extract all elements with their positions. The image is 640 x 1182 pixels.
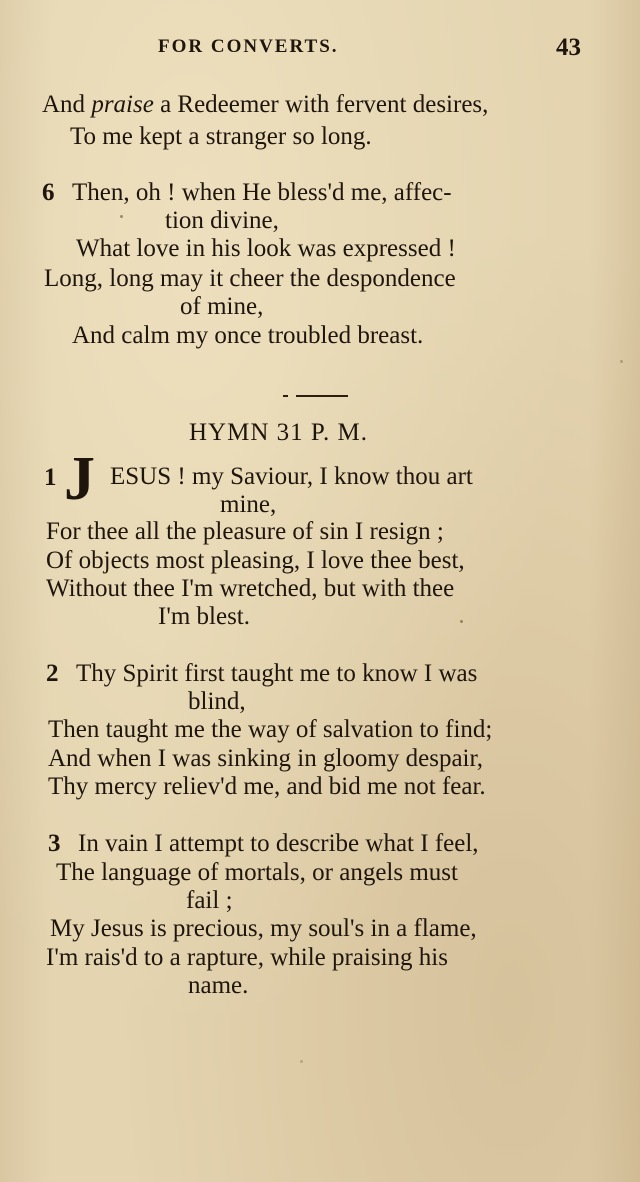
- verse-line: And praise a Redeemer with fervent desires,: [42, 91, 489, 118]
- verse-line: fail ;: [186, 887, 233, 914]
- verse-line: I'm blest.: [158, 603, 250, 630]
- verse-line: For thee all the pleasure of sin I resign ;: [46, 518, 444, 545]
- paper-speck: [120, 215, 123, 218]
- verse-line: blind,: [188, 688, 246, 715]
- verse-line: In vain I attempt to describe what I feel,: [78, 830, 479, 857]
- page-number: 43: [556, 34, 581, 61]
- paper-speck: [460, 620, 463, 623]
- verse-line: What love in his look was expressed !: [76, 235, 456, 262]
- verse-line: tion divine,: [165, 207, 279, 234]
- running-head: FOR CONVERTS.: [158, 36, 339, 57]
- stanza-number: 2: [46, 660, 59, 687]
- drop-cap: J: [64, 445, 95, 513]
- verse-line: Then, oh ! when He bless'd me, affec-: [72, 179, 452, 206]
- stanza-number: 6: [42, 179, 55, 206]
- verse-line: And when I was sinking in gloomy despair,: [48, 745, 484, 772]
- verse-line: Then taught me the way of salvation to find;: [48, 716, 493, 743]
- verse-line: of mine,: [180, 293, 264, 320]
- verse-line: To me kept a stranger so long.: [70, 123, 372, 150]
- verse-line: Long, long may it cheer the despondence: [44, 265, 456, 292]
- italic-word: praise: [91, 91, 154, 118]
- verse-line: Thy Spirit first taught me to know I was: [76, 660, 478, 687]
- verse-line: The language of mortals, or angels must: [56, 859, 458, 886]
- paper-speck: [620, 360, 623, 363]
- verse-line: Thy mercy reliev'd me, and bid me not fear.: [48, 773, 486, 800]
- divider-rule: [296, 395, 348, 397]
- verse-line: mine,: [220, 491, 277, 518]
- divider-dot: [283, 395, 288, 397]
- verse-line: name.: [188, 972, 249, 999]
- verse-line: Of objects most pleasing, I love thee best,: [46, 547, 465, 574]
- verse-line: ESUS ! my Saviour, I know thou art: [110, 463, 473, 490]
- hymn-title: HYMN 31 P. M.: [189, 419, 369, 446]
- verse-line: My Jesus is precious, my soul's in a flame,: [50, 915, 477, 942]
- verse-line: Without thee I'm wretched, but with thee: [46, 575, 455, 602]
- verse-line: And calm my once troubled breast.: [72, 322, 424, 349]
- verse-line: I'm rais'd to a rapture, while praising his: [46, 944, 448, 971]
- paper-speck: [300, 1060, 303, 1063]
- stanza-number: 3: [48, 830, 61, 857]
- stanza-number: 1: [44, 464, 57, 491]
